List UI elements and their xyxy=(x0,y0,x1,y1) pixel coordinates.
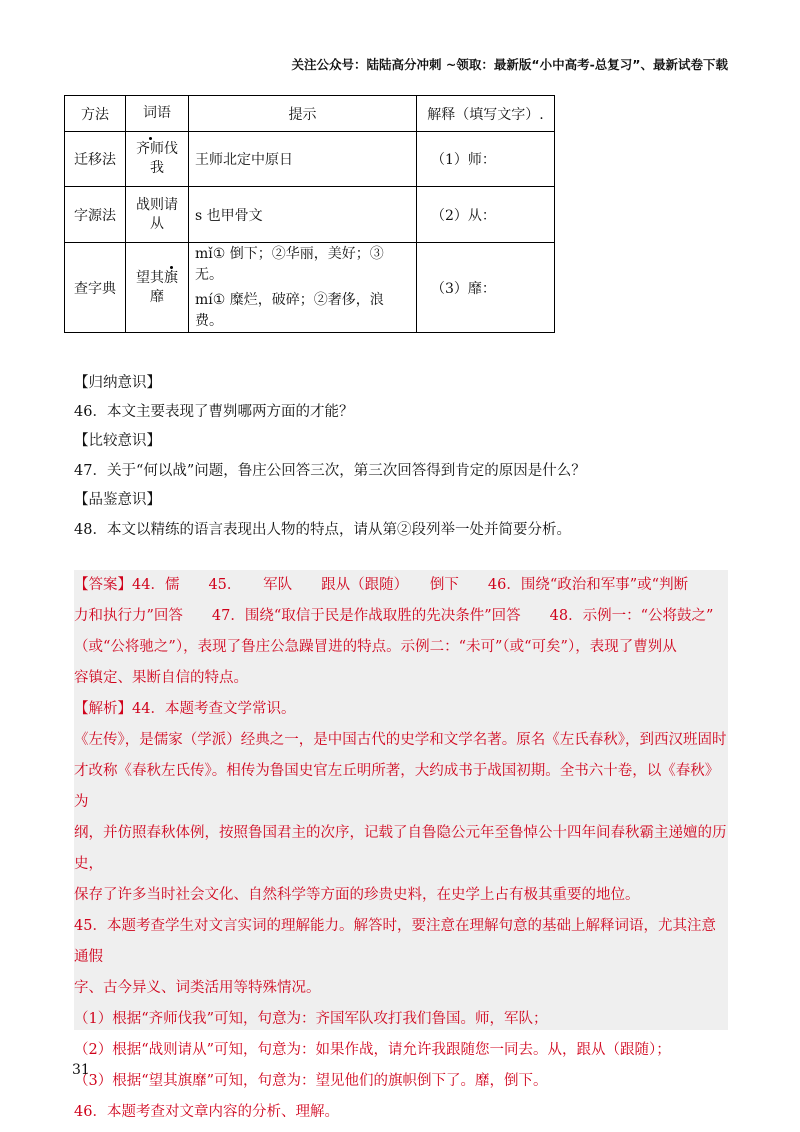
page-number: 31 xyxy=(72,1062,90,1078)
table-row xyxy=(65,132,555,187)
question-47: 47．关于“何以战”问题，鲁庄公回答三次，第三次回答得到肯定的原因是什么？ xyxy=(74,463,586,479)
section-label: 【归纳意识】 xyxy=(74,375,161,391)
section-label: 【品鉴意识】 xyxy=(74,492,161,508)
method-cell: 查字典 xyxy=(65,243,126,333)
answer-tag: 【答案】 xyxy=(74,577,132,593)
hint-cell: s 也甲骨文 xyxy=(189,187,417,243)
analysis-line: 纲，并仿照春秋体例，按照鲁国君主的次序，记载了自鲁隐公元年至鲁悼公十四年间春秋霸主递嬗的历史， xyxy=(74,825,727,872)
hint-cell: 王师北定中原日 xyxy=(189,132,417,187)
table-row xyxy=(65,243,555,333)
table-header-cell: 解释（填写文字）. xyxy=(417,96,555,132)
word-part: 望其 xyxy=(136,269,164,286)
answer-line: （或“公将驰之”），表现了鲁庄公急躁冒进的特点。示例二：“未可”（或“可矣”），表现了曹刿从 xyxy=(74,639,677,655)
analysis-tag: 【解析】 xyxy=(74,701,132,717)
answer-line: 容镇定、果断自信的特点。 xyxy=(74,670,248,686)
analysis-line: （1）根据“齐师伐我”可知，句意为：齐国军队攻打我们鲁国。师，军队； xyxy=(74,1011,548,1027)
method-cell: 字源法 xyxy=(65,187,126,243)
answer-line xyxy=(74,570,728,601)
analysis-line: 保存了许多当时社会文化、自然科学等方面的珍贵史料，在史学上占有极其重要的地位。 xyxy=(74,887,640,903)
explain-cell: （3）靡： xyxy=(417,243,555,333)
word-part: 靡 xyxy=(150,288,164,305)
analysis-text: 44．本题考查文学常识。 xyxy=(132,701,296,717)
word-dotted-char: 旗 xyxy=(164,269,178,286)
analysis-line: 45．本题考查学生对文言实词的理解能力。解答时，要注意在理解句意的基础上解释词语，尤其注意通假 xyxy=(74,918,716,965)
word-cell xyxy=(126,243,189,333)
table-header-cell: 词语 xyxy=(126,96,189,132)
analysis-line xyxy=(74,694,728,725)
analysis-line: （3）根据“望其旗靡”可知，句意为：望见他们的旗帜倒下了。靡，倒下。 xyxy=(74,1073,548,1089)
page-header: 关注公众号：陆陆高分冲刺 ~领取：最新版“小中高考-总复习”、最新试卷下载 xyxy=(291,57,728,72)
analysis-line: 《左传》，是儒家（学派）经典之一，是中国古代的史学和文学名著。原名《左氏春秋》，到西汉班固时 xyxy=(74,732,727,748)
question-46: 46．本文主要表现了曹刿哪两方面的才能？ xyxy=(74,404,354,420)
explain-cell: （1）师： xyxy=(417,132,555,187)
table-header-row xyxy=(65,96,555,132)
hint-cell xyxy=(189,243,417,333)
word-cell: 战则请从 xyxy=(126,187,189,243)
hint-line: mí① 糜烂，破碎；②奢侈，浪费。 xyxy=(195,291,384,329)
word-cell xyxy=(126,132,189,187)
table-header-cell: 方法 xyxy=(65,96,126,132)
answer-text: 44．儒 45． 军队 跟从（跟随） 倒下 46．围绕“政治和军事”或“判断 xyxy=(132,577,689,593)
table-row xyxy=(65,187,555,243)
word-part: 伐我 xyxy=(150,141,178,176)
analysis-line: 46．本题考查对文章内容的分析、理解。 xyxy=(74,1104,339,1120)
word-dotted-char: 齐师 xyxy=(136,141,164,157)
analysis-line: 字、古今异义、词类活用等特殊情况。 xyxy=(74,980,321,996)
analysis-line: （2）根据“战则请从”可知，句意为：如果作战，请允许我跟随您一同去。从，跟从（跟随）； xyxy=(74,1042,671,1058)
hint-line: mǐ① 倒下；②华丽，美好；③无。 xyxy=(195,245,384,283)
question-48: 48．本文以精练的语言表现出人物的特点，请从第②段列举一处并简要分析。 xyxy=(74,522,571,538)
method-table xyxy=(64,95,555,333)
answer-line: 力和执行力”回答 47．围绕“取信于民是作战取胜的先决条件”回答 48．示例一：“公将鼓之” xyxy=(74,608,714,624)
analysis-line: 才改称《春秋左氏传》。相传为鲁国史官左丘明所著，大约成书于战国初期。全书六十卷，以《春秋》为 xyxy=(74,763,720,810)
section-label: 【比较意识】 xyxy=(74,433,161,449)
explain-cell: （2）从： xyxy=(417,187,555,243)
table-header-cell: 提示 xyxy=(189,96,417,132)
method-cell: 迁移法 xyxy=(65,132,126,187)
